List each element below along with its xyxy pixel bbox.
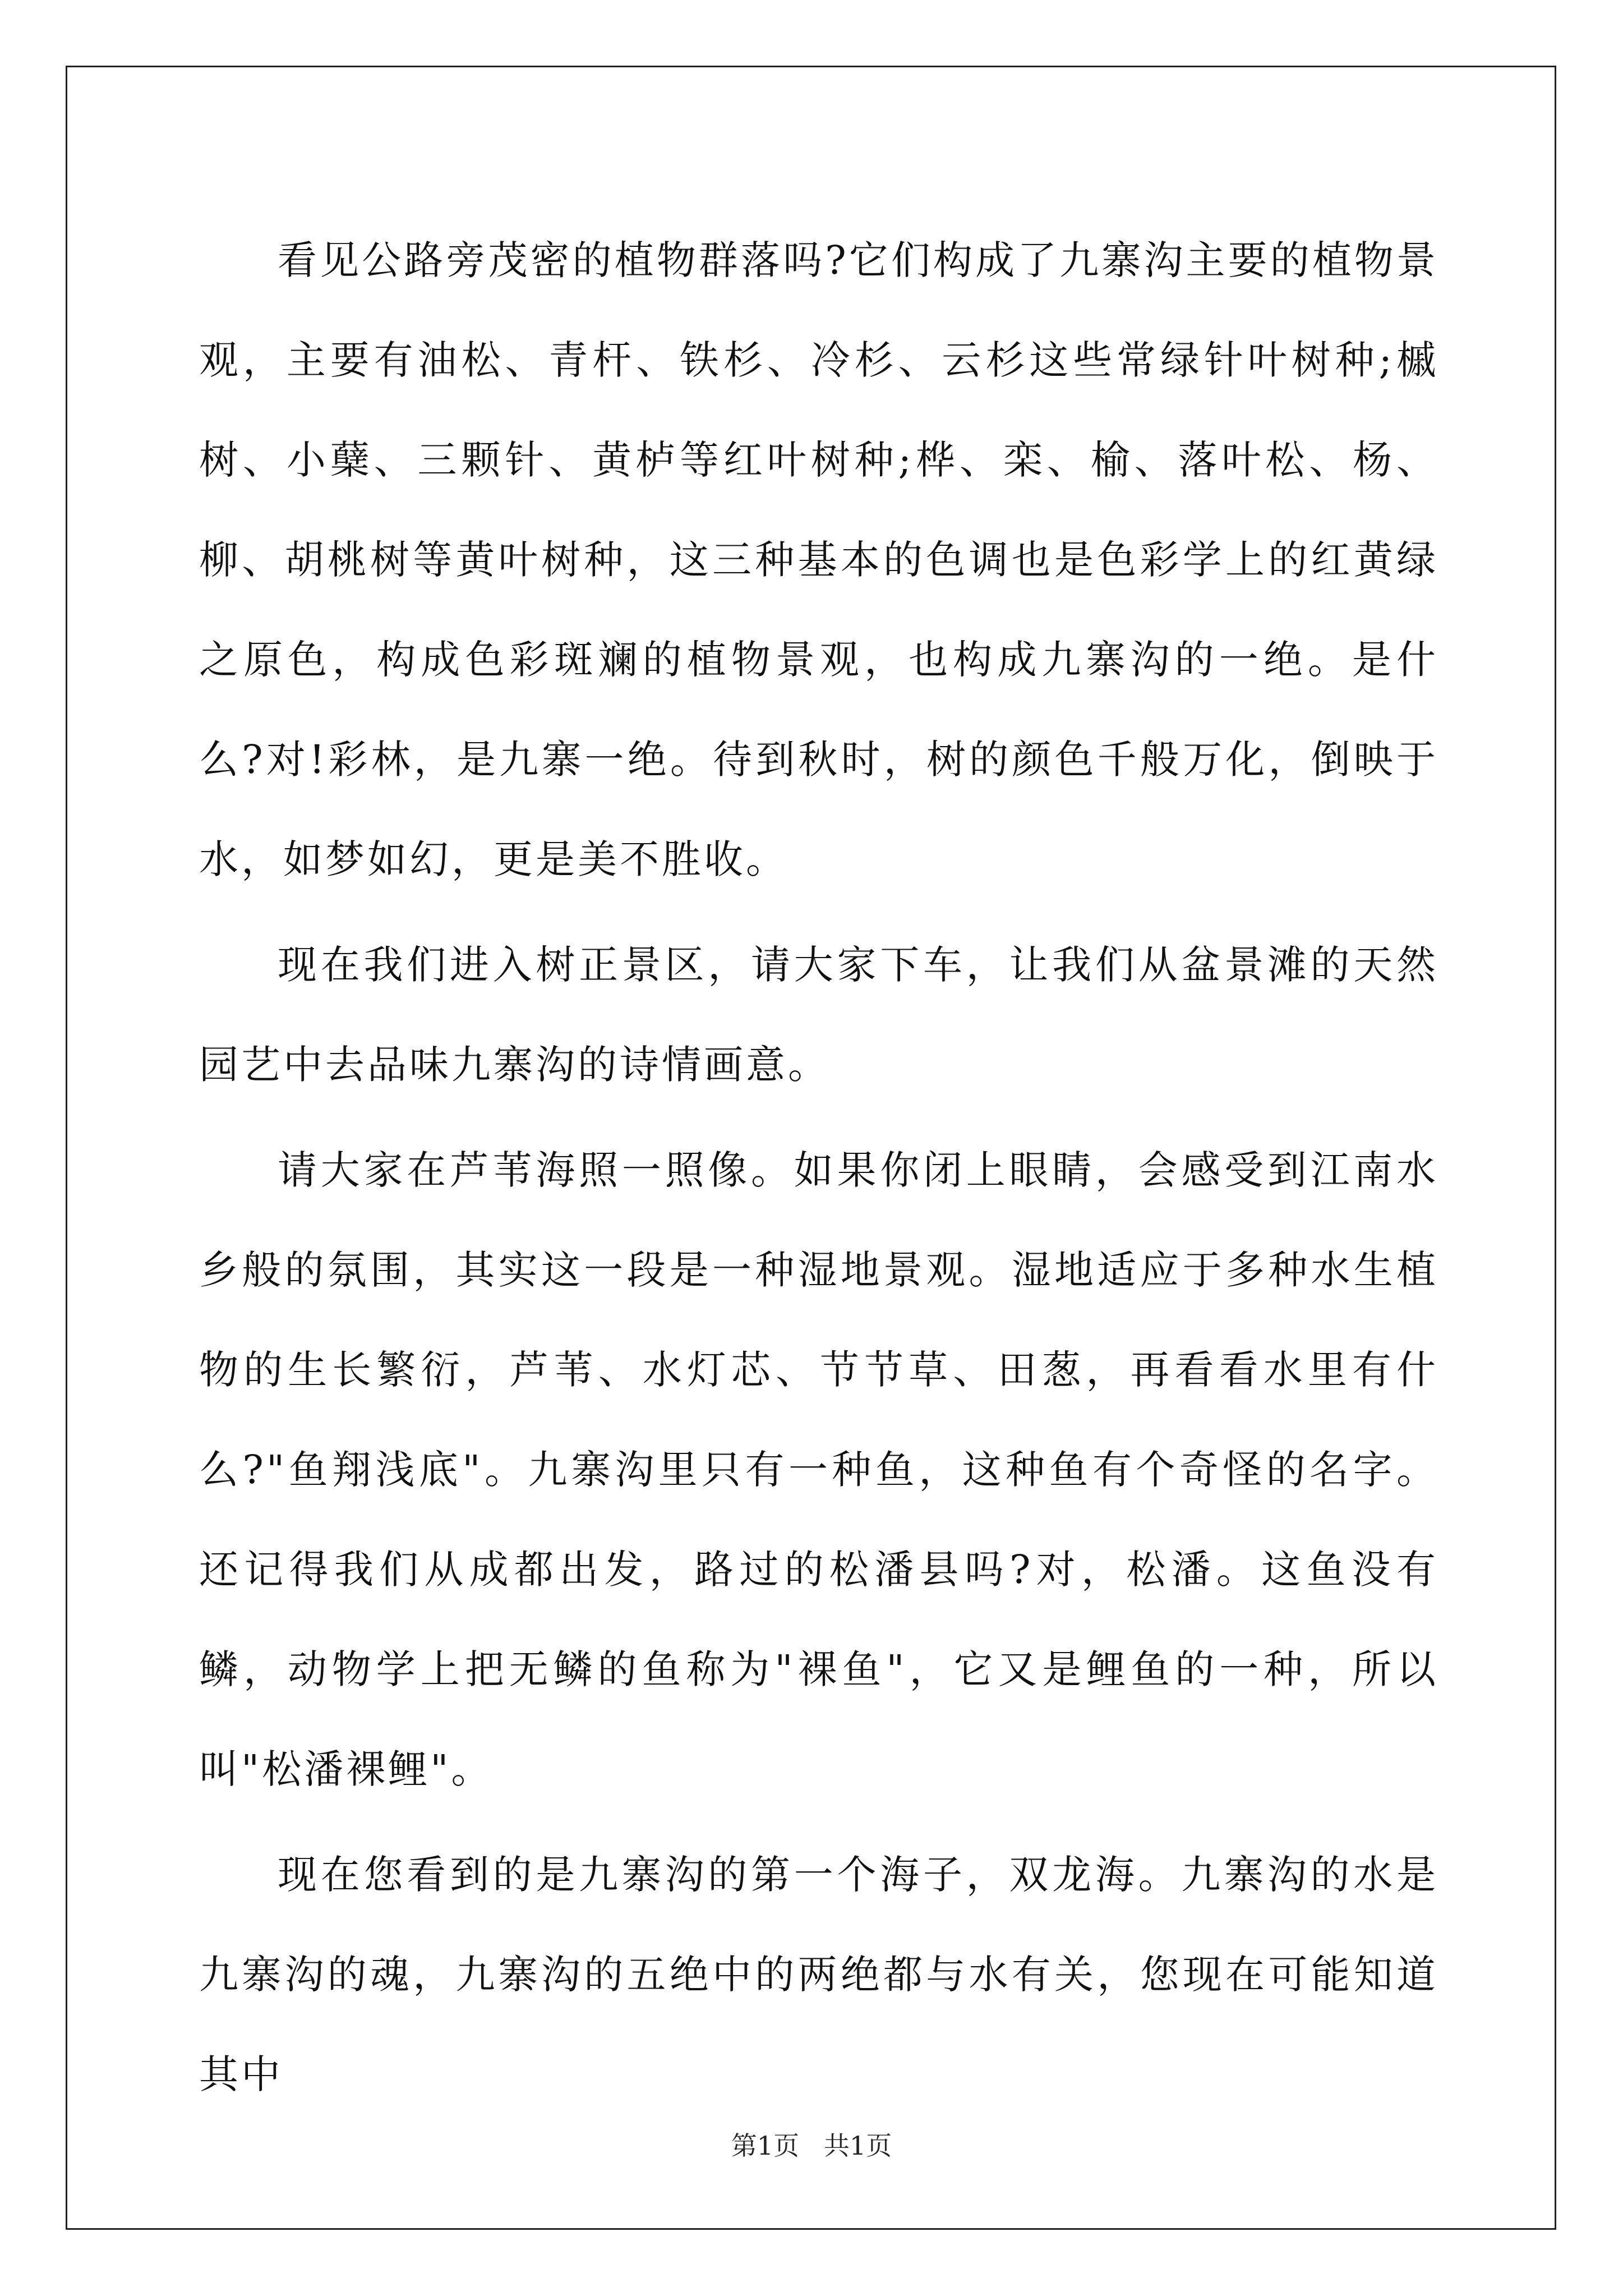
paragraph-double-dragon-lake: 现在您看到的是九寨沟的第一个海子，双龙海。九寨沟的水是九寨沟的魂，九寨沟的五绝中的两绝都与水有关，您现在可能知道其中 bbox=[199, 1852, 1438, 2097]
paragraph-shuzheng-scenic-area: 现在我们进入树正景区，请大家下车，让我们从盆景滩的天然园艺中去品味九寨沟的诗情画意。 bbox=[199, 942, 1438, 1088]
document-body bbox=[199, 210, 1438, 2124]
paragraph-colored-forest: 看见公路旁茂密的植物群落吗?它们构成了九寨沟主要的植物景观，主要有油松、青杆、铁杉、冷杉、云杉这些常绿针叶树种;槭 树、小蘖、三颗针、黄栌等红叶树种;桦、栾、榆、落叶松、杨、柳、胡桃树等黄叶树种，这三种基本的色调也是色彩学上的红黄绿之原色，构成色彩斑斓的植物景观，也构成九寨沟的一绝。是什么?对!彩林，是九寨一绝。待到秋时，树的颜色千般万化，倒映于水，如梦如幻，更是美不胜收。 bbox=[199, 237, 1438, 882]
paragraph-reed-lake: 请大家在芦苇海照一照像。如果你闭上眼睛，会感受到江南水乡般的氛围，其实这一段是一种湿地景观。湿地适应于多种水生植物的生长繁衍，芦苇、水灯芯、节节草、田葱，再看看水里有什么?"鱼翔浅底"。九寨沟里只有一种鱼，这种鱼有个奇怪的名字。还记得我们从成都出发，路过的松潘县吗?对，松潘。这鱼没有鳞，动物学上把无鳞的鱼称为"裸鱼"，它又是鲤鱼的一种，所以叫"松潘裸鲤"。 bbox=[199, 1147, 1438, 1792]
page-number-footer: 第1页 共1页 bbox=[731, 2131, 892, 2161]
